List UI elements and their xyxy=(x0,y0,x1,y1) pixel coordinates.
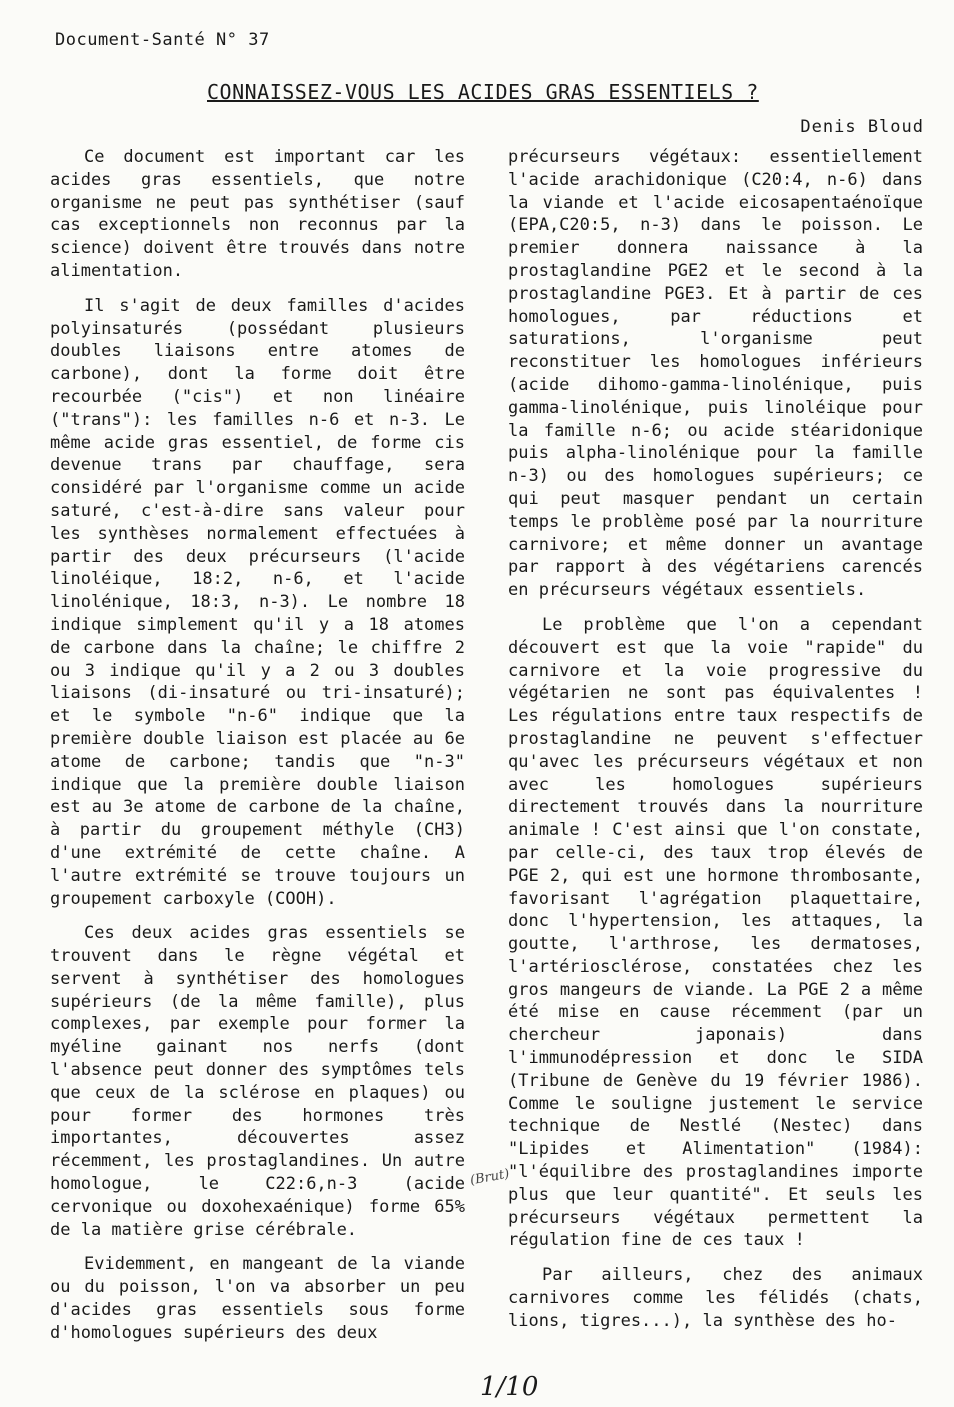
right-paragraph-3-text: Par ailleurs, chez des animaux carnivores comme les félidés (chats, lions, tigres...), la synthèse des ho- xyxy=(508,1265,923,1331)
right-paragraph-2-text: Le problème que l'on a cependant découvert est que la voie "rapide" du carnivore et la voie progressive du végétarien ne sont pas équivalentes ! Les régulations entre taux respectifs de prostaglandine ne peuvent s'effectuer qu'avec les précurseurs végétaux et non avec les homologues supérieurs directement trouvés dans la nourriture animale ! C'est ainsi que l'on constate, par celle-ci, des taux trop élevés de PGE 2, qui est une hormone thrombosante, favorisant l'agrégation plaquettaire, donc l'hypertension, les attaques, la goutte, l'arthrose, les dermatoses, l'artériosclérose, constatées chez les gros mangeurs de viande. La PGE 2 a même été mise en cause récemment (par un chercheur japonais) dans l'immunodépression et donc le SIDA (Tribune de Genève du 19 février 1986). Comme le souligne justement le service technique de Nestlé (Nestec) dans "Lipides et Alimentation" (1984): "l'équilibre des prostaglandines importe plus que leur quantité". Et seuls les précurseurs végétaux permettent la régulation fine de ces taux ! xyxy=(508,614,923,1251)
left-paragraph-3 xyxy=(50,922,465,1241)
left-paragraph-2-text: Il s'agit de deux familles d'acides polyinsaturés (possédant plusieurs doubles liaisons entre atomes de carbone), dont la forme doit être recourbée ("cis") et non linéaire ("trans"): les familles n-6 et n-3. Le même acide gras essentiel, de forme cis devenue trans par chauffage, sera considéré par l'organisme comme un acide saturé, c'est-à-dire sans valeur pour les synthèses normalement effectuées à partir des deux précurseurs (l'acide linoléique, 18:2, n-6, et l'acide linolénique, 18:3, n-3). Le nombre 18 indique simplement qu'il y a 18 atomes de carbone dans la chaîne; le chiffre 2 ou 3 indique qu'il y a 2 ou 3 doubles liaisons (di-insaturé ou tri-insaturé); et le symbole "n-6" indique que la première double liaison est placée au 6e atome de carbone; tandis que "n-3" indique que la première double liaison est au 3e atome de carbone de la chaîne, à partir du groupement méthyle (CH3) d'une extrémité de cette chaîne. A l'autre extrémité se trouve toujours un groupement carboxyle (COOH). xyxy=(50,295,465,909)
right-paragraph-3 xyxy=(508,1264,923,1332)
left-paragraph-2 xyxy=(50,295,465,911)
author-name: Denis Bloud xyxy=(800,117,924,137)
right-paragraph-2 xyxy=(508,614,923,1252)
left-paragraph-1-text: Ce document est important car les acides gras essentiels, que notre organisme ne peut pas synthétiser (sauf cas exceptionnels non reconnus par la science) doivent être trouvés dans notre alimentation. xyxy=(50,147,465,281)
document-title: CONNAISSEZ-VOUS LES ACIDES GRAS ESSENTIELS ? xyxy=(207,80,759,104)
right-column xyxy=(508,146,923,1333)
left-column xyxy=(50,146,465,1345)
left-paragraph-4-text: Evidemment, en mangeant de la viande ou du poisson, l'on va absorber un peu d'acides gras essentiels sous forme d'homologues supérieurs des deux xyxy=(50,1254,465,1343)
handwritten-margin-note: (Brut) xyxy=(468,1166,511,1189)
left-paragraph-3-text: Ces deux acides gras essentiels se trouvent dans le règne végétal et servent à synthétiser des homologues supérieurs (de la même famille), plus complexes, par exemple pour former la myéline gainant nos nerfs (dont l'absence peut donner des symptômes tels que ceux de la sclérose en plaques) ou pour former des hormones très importantes, découvertes assez récemment, les prostaglandines. Un autre homologue, le C22:6,n-3 (acide cervonique ou doxohexaénique) forme 65% de la matière grise cérébrale. xyxy=(50,923,465,1240)
left-paragraph-4 xyxy=(50,1253,465,1344)
header-label: Document-Santé N° 37 xyxy=(55,30,270,50)
right-paragraph-1 xyxy=(508,146,923,602)
left-paragraph-1 xyxy=(50,146,465,283)
right-paragraph-1-text: précurseurs végétaux: essentiellement l'acide arachidonique (C20:4, n-6) dans la viande et l'acide eicosapentaénoïque (EPA,C20:5, n-3) dans le poisson. Le premier donnera naissance à la prostaglandine PGE2 et le second à la prostaglandine PGE3. Et à partir de ces homologues, par réductions et saturations, l'organisme peut reconstituer les homologues inférieurs (acide dihomo-gamma-linolénique, puis gamma-linolénique, puis linoléique pour la famille n-6; ou acide stéaridonique puis alpha-linolénique pour la famille n-3) ou des homologues supérieurs; ce qui peut masquer pendant un certain temps le problème posé par la nourriture carnivore; et même donner un avantage par rapport à des végétariens carencés en précurseurs végétaux essentiels. xyxy=(508,147,923,601)
page-number: 1/10 xyxy=(480,1372,539,1402)
